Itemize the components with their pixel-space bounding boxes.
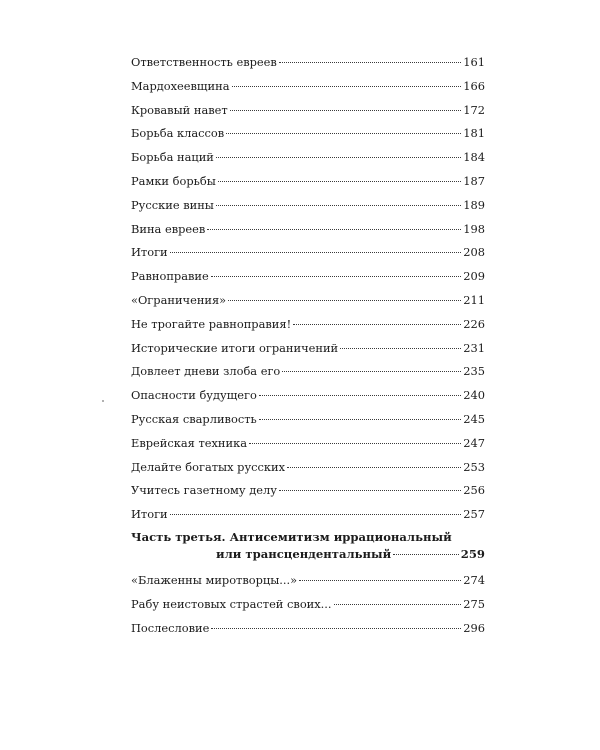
dot-leader — [170, 514, 462, 515]
dot-leader — [279, 62, 461, 63]
toc-entry-page: 296 — [463, 620, 485, 635]
toc-entry — [131, 432, 485, 456]
toc-entry — [131, 569, 485, 593]
toc-entry-title: Русская сварливость — [131, 411, 257, 426]
toc-entry — [131, 170, 485, 194]
toc-entry-title: Послесловие — [131, 620, 210, 635]
toc-entry-title: Борьба классов — [131, 126, 225, 141]
toc-entry-title: Равноправие — [131, 269, 209, 284]
toc-entry-title: Мардохеевщина — [131, 78, 230, 93]
part-title-line2: или трансцендентальный — [216, 546, 392, 561]
toc-entry-title: Итоги — [131, 245, 168, 260]
toc-entry — [131, 593, 485, 617]
toc-entry-title: Кровавый навет — [131, 102, 228, 117]
toc-entry-page: 257 — [463, 507, 485, 522]
table-of-contents — [131, 51, 485, 640]
toc-entry-page: 208 — [463, 245, 485, 260]
toc-entry — [131, 289, 485, 313]
toc-entry — [131, 194, 485, 218]
dot-leader — [393, 554, 459, 555]
dot-leader — [334, 604, 462, 605]
toc-entry-page: 209 — [463, 269, 485, 284]
toc-entry — [131, 218, 485, 242]
dot-leader — [216, 205, 461, 206]
toc-entry-page: 231 — [463, 340, 485, 355]
toc-entry-page: 184 — [463, 150, 485, 165]
dot-leader — [207, 229, 461, 230]
toc-entry-title: Опасности будущего — [131, 388, 257, 403]
toc-entry-page: 275 — [463, 596, 485, 611]
toc-entry-page: 187 — [463, 173, 485, 188]
toc-entry-title: Исторические итоги ограничений — [131, 340, 339, 355]
toc-entry-title: Вина евреев — [131, 221, 206, 236]
dot-leader — [218, 181, 461, 182]
toc-entry-page: 253 — [463, 459, 485, 474]
toc-entry — [131, 241, 485, 265]
toc-entry-page: 172 — [463, 102, 485, 117]
toc-entry — [131, 146, 485, 170]
toc-part-heading — [131, 529, 485, 563]
toc-entry — [131, 313, 485, 337]
toc-entry — [131, 503, 485, 527]
toc-entry — [131, 265, 485, 289]
toc-entry-title: Довлеет дневи злоба его — [131, 364, 281, 379]
toc-entry — [131, 75, 485, 99]
dot-leader — [259, 419, 462, 420]
toc-entry — [131, 408, 485, 432]
part-title-line1: Часть третья. Антисемитизм иррациональный — [131, 529, 452, 544]
toc-entry — [131, 122, 485, 146]
dot-leader — [282, 371, 461, 372]
toc-entry-title: Учитесь газетному делу — [131, 483, 277, 498]
dot-leader — [170, 252, 462, 253]
toc-entry — [131, 99, 485, 123]
toc-part-entries — [131, 569, 485, 640]
toc-entry-title: Не трогайте равноправия! — [131, 316, 292, 331]
toc-entry-page: 274 — [463, 572, 485, 587]
toc-entry-page: 247 — [463, 435, 485, 450]
dot-leader — [226, 133, 461, 134]
toc-entry-title: Ответственность евреев — [131, 55, 277, 69]
toc-entry-title: Рабу неистовых страстей своих... — [131, 596, 332, 611]
toc-entry — [131, 337, 485, 361]
toc-entry-title: Борьба наций — [131, 150, 214, 165]
toc-entry-title: Русские вины — [131, 197, 214, 212]
dot-leader — [293, 324, 461, 325]
dot-leader — [299, 580, 461, 581]
dot-leader — [249, 443, 461, 444]
dot-leader — [211, 628, 461, 629]
dot-leader — [279, 490, 461, 491]
toc-entry — [131, 479, 485, 503]
toc-entry-page: 161 — [463, 55, 485, 69]
dot-leader — [287, 467, 461, 468]
toc-entry-page: 256 — [463, 483, 485, 498]
toc-entry-title: Итоги — [131, 507, 168, 522]
toc-entry-page: 198 — [463, 221, 485, 236]
part-title-line2-row — [131, 546, 485, 563]
toc-entry-title: «Ограничения» — [131, 292, 227, 307]
toc-entry-title: Еврейская техника — [131, 435, 248, 450]
dot-leader — [211, 276, 462, 277]
toc-entry-page: 189 — [463, 197, 485, 212]
toc-entry-page: 240 — [463, 388, 485, 403]
toc-entry-title: Делайте богатых русских — [131, 459, 286, 474]
toc-entry — [131, 51, 485, 75]
dot-leader — [259, 395, 461, 396]
part-page: 259 — [460, 546, 485, 561]
toc-entry-page: 235 — [463, 364, 485, 379]
toc-entry-title: Рамки борьбы — [131, 173, 216, 188]
toc-entry — [131, 384, 485, 408]
toc-entry — [131, 360, 485, 384]
toc-entry-page: 211 — [463, 292, 485, 307]
dot-leader — [232, 86, 462, 87]
scan-speck — [102, 400, 104, 402]
dot-leader — [340, 348, 461, 349]
dot-leader — [230, 110, 462, 111]
toc-entry-page: 245 — [463, 411, 485, 426]
dot-leader — [216, 157, 461, 158]
toc-entry-page: 181 — [463, 126, 485, 141]
toc-entry-page: 166 — [463, 78, 485, 93]
dot-leader — [228, 300, 461, 301]
toc-entry-title: «Блаженны миротворцы...» — [131, 572, 298, 587]
toc-entry-page: 226 — [463, 316, 485, 331]
toc-entry — [131, 617, 485, 641]
toc-entry — [131, 456, 485, 480]
